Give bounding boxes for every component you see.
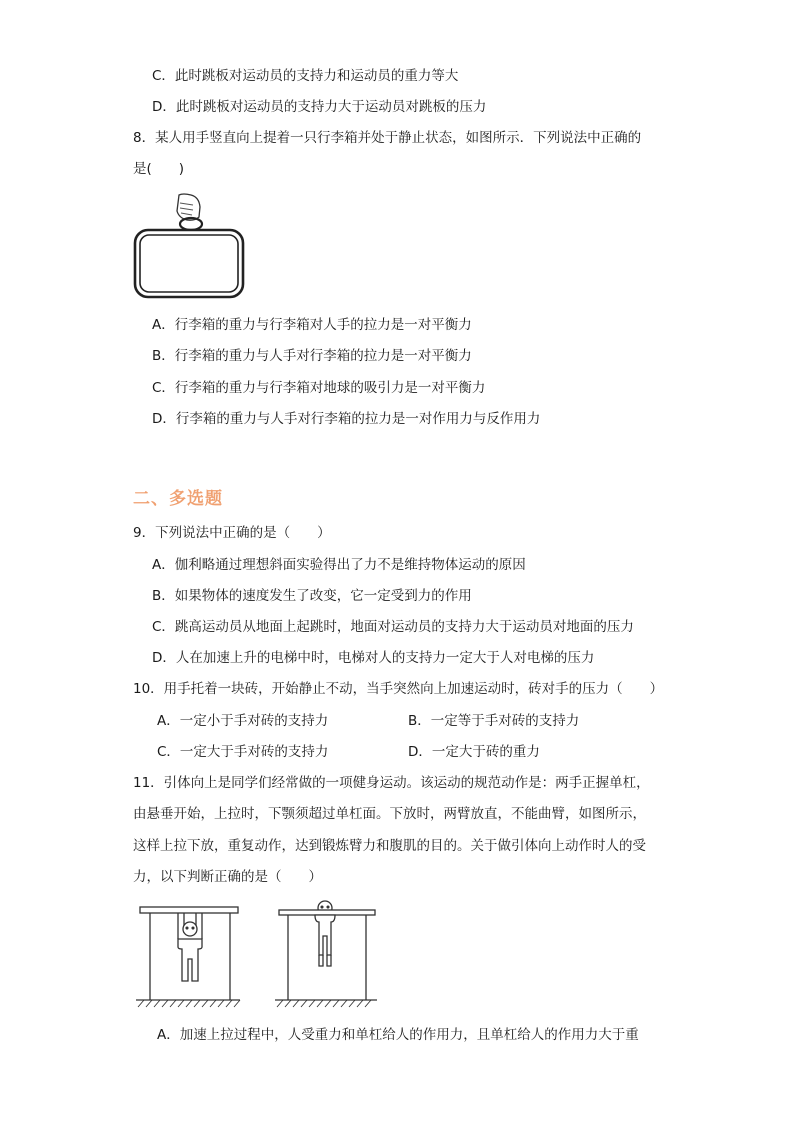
hand-icon <box>177 194 200 220</box>
q11-option-a: A．加速上拉过程中，人受重力和单杠给人的作用力，且单杠给人的作用力大于重 <box>157 1027 639 1043</box>
horizontal-bar <box>279 910 375 915</box>
q11-stem-line2: 由悬垂开始，上拉时，下颚须超过单杠面。下放时，两臂放直，不能曲臂，如图所示， <box>133 806 646 822</box>
q9-option-b: B．如果物体的速度发生了改变，它一定受到力的作用 <box>152 588 472 604</box>
pullup-raised-figure <box>275 900 380 1010</box>
q8-option-b: B．行李箱的重力与人手对行李箱的拉力是一对平衡力 <box>152 348 472 364</box>
q10-option-d: D．一定大于砖的重力 <box>408 744 540 760</box>
q10-option-b: B．一定等于手对砖的支持力 <box>408 713 580 729</box>
q8-option-d: D．行李箱的重力与人手对行李箱的拉力是一对作用力与反作用力 <box>152 411 541 427</box>
q7-option-c: C．此时跳板对运动员的支持力和运动员的重力等大 <box>152 68 459 84</box>
q9-option-c: C．跳高运动员从地面上起跳时，地面对运动员的支持力大于运动员对地面的压力 <box>152 619 634 635</box>
q10-option-c: C．一定大于手对砖的支持力 <box>157 744 329 760</box>
suitcase-hand-figure <box>133 193 248 301</box>
q9-option-d: D．人在加速上升的电梯中时，电梯对人的支持力一定大于人对电梯的压力 <box>152 650 595 666</box>
ground-hatch <box>277 1000 371 1007</box>
horizontal-bar <box>140 907 238 913</box>
q11-stem-line3: 这样上拉下放，重复动作，达到锻炼臂力和腹肌的目的。关于做引体向上动作时人的受 <box>133 838 646 854</box>
q10-stem: 10．用手托着一块砖，开始静止不动，当手突然向上加速运动时，砖对手的压力（ ） <box>133 681 664 697</box>
head <box>183 922 197 936</box>
suitcase-body <box>135 230 243 297</box>
q8-option-a: A．行李箱的重力与行李箱对人手的拉力是一对平衡力 <box>152 317 472 333</box>
q8-option-c: C．行李箱的重力与行李箱对地球的吸引力是一对平衡力 <box>152 380 486 396</box>
q8-stem-line2: 是( ) <box>133 161 185 177</box>
q9-stem: 9．下列说法中正确的是（ ） <box>133 525 331 541</box>
section-title: 二、多选题 <box>133 489 223 509</box>
q10-option-a: A．一定小于手对砖的支持力 <box>157 713 329 729</box>
q9-option-a: A．伽利略通过理想斜面实验得出了力不是维持物体运动的原因 <box>152 557 526 573</box>
pullup-hanging-figure <box>136 903 244 1009</box>
body <box>178 939 202 981</box>
body <box>315 915 335 955</box>
ground-hatch <box>138 1000 240 1007</box>
q8-stem-line1: 8．某人用手竖直向上提着一只行李箱并处于静止状态，如图所示．下列说法中正确的 <box>133 130 642 146</box>
q7-option-d: D．此时跳板对运动员的支持力大于运动员对跳板的压力 <box>152 99 487 115</box>
q11-stem-line4: 力，以下判断正确的是（ ） <box>133 869 322 885</box>
q11-stem-line1: 11．引体向上是同学们经常做的一项健身运动。该运动的规范动作是：两手正握单杠， <box>133 775 650 791</box>
